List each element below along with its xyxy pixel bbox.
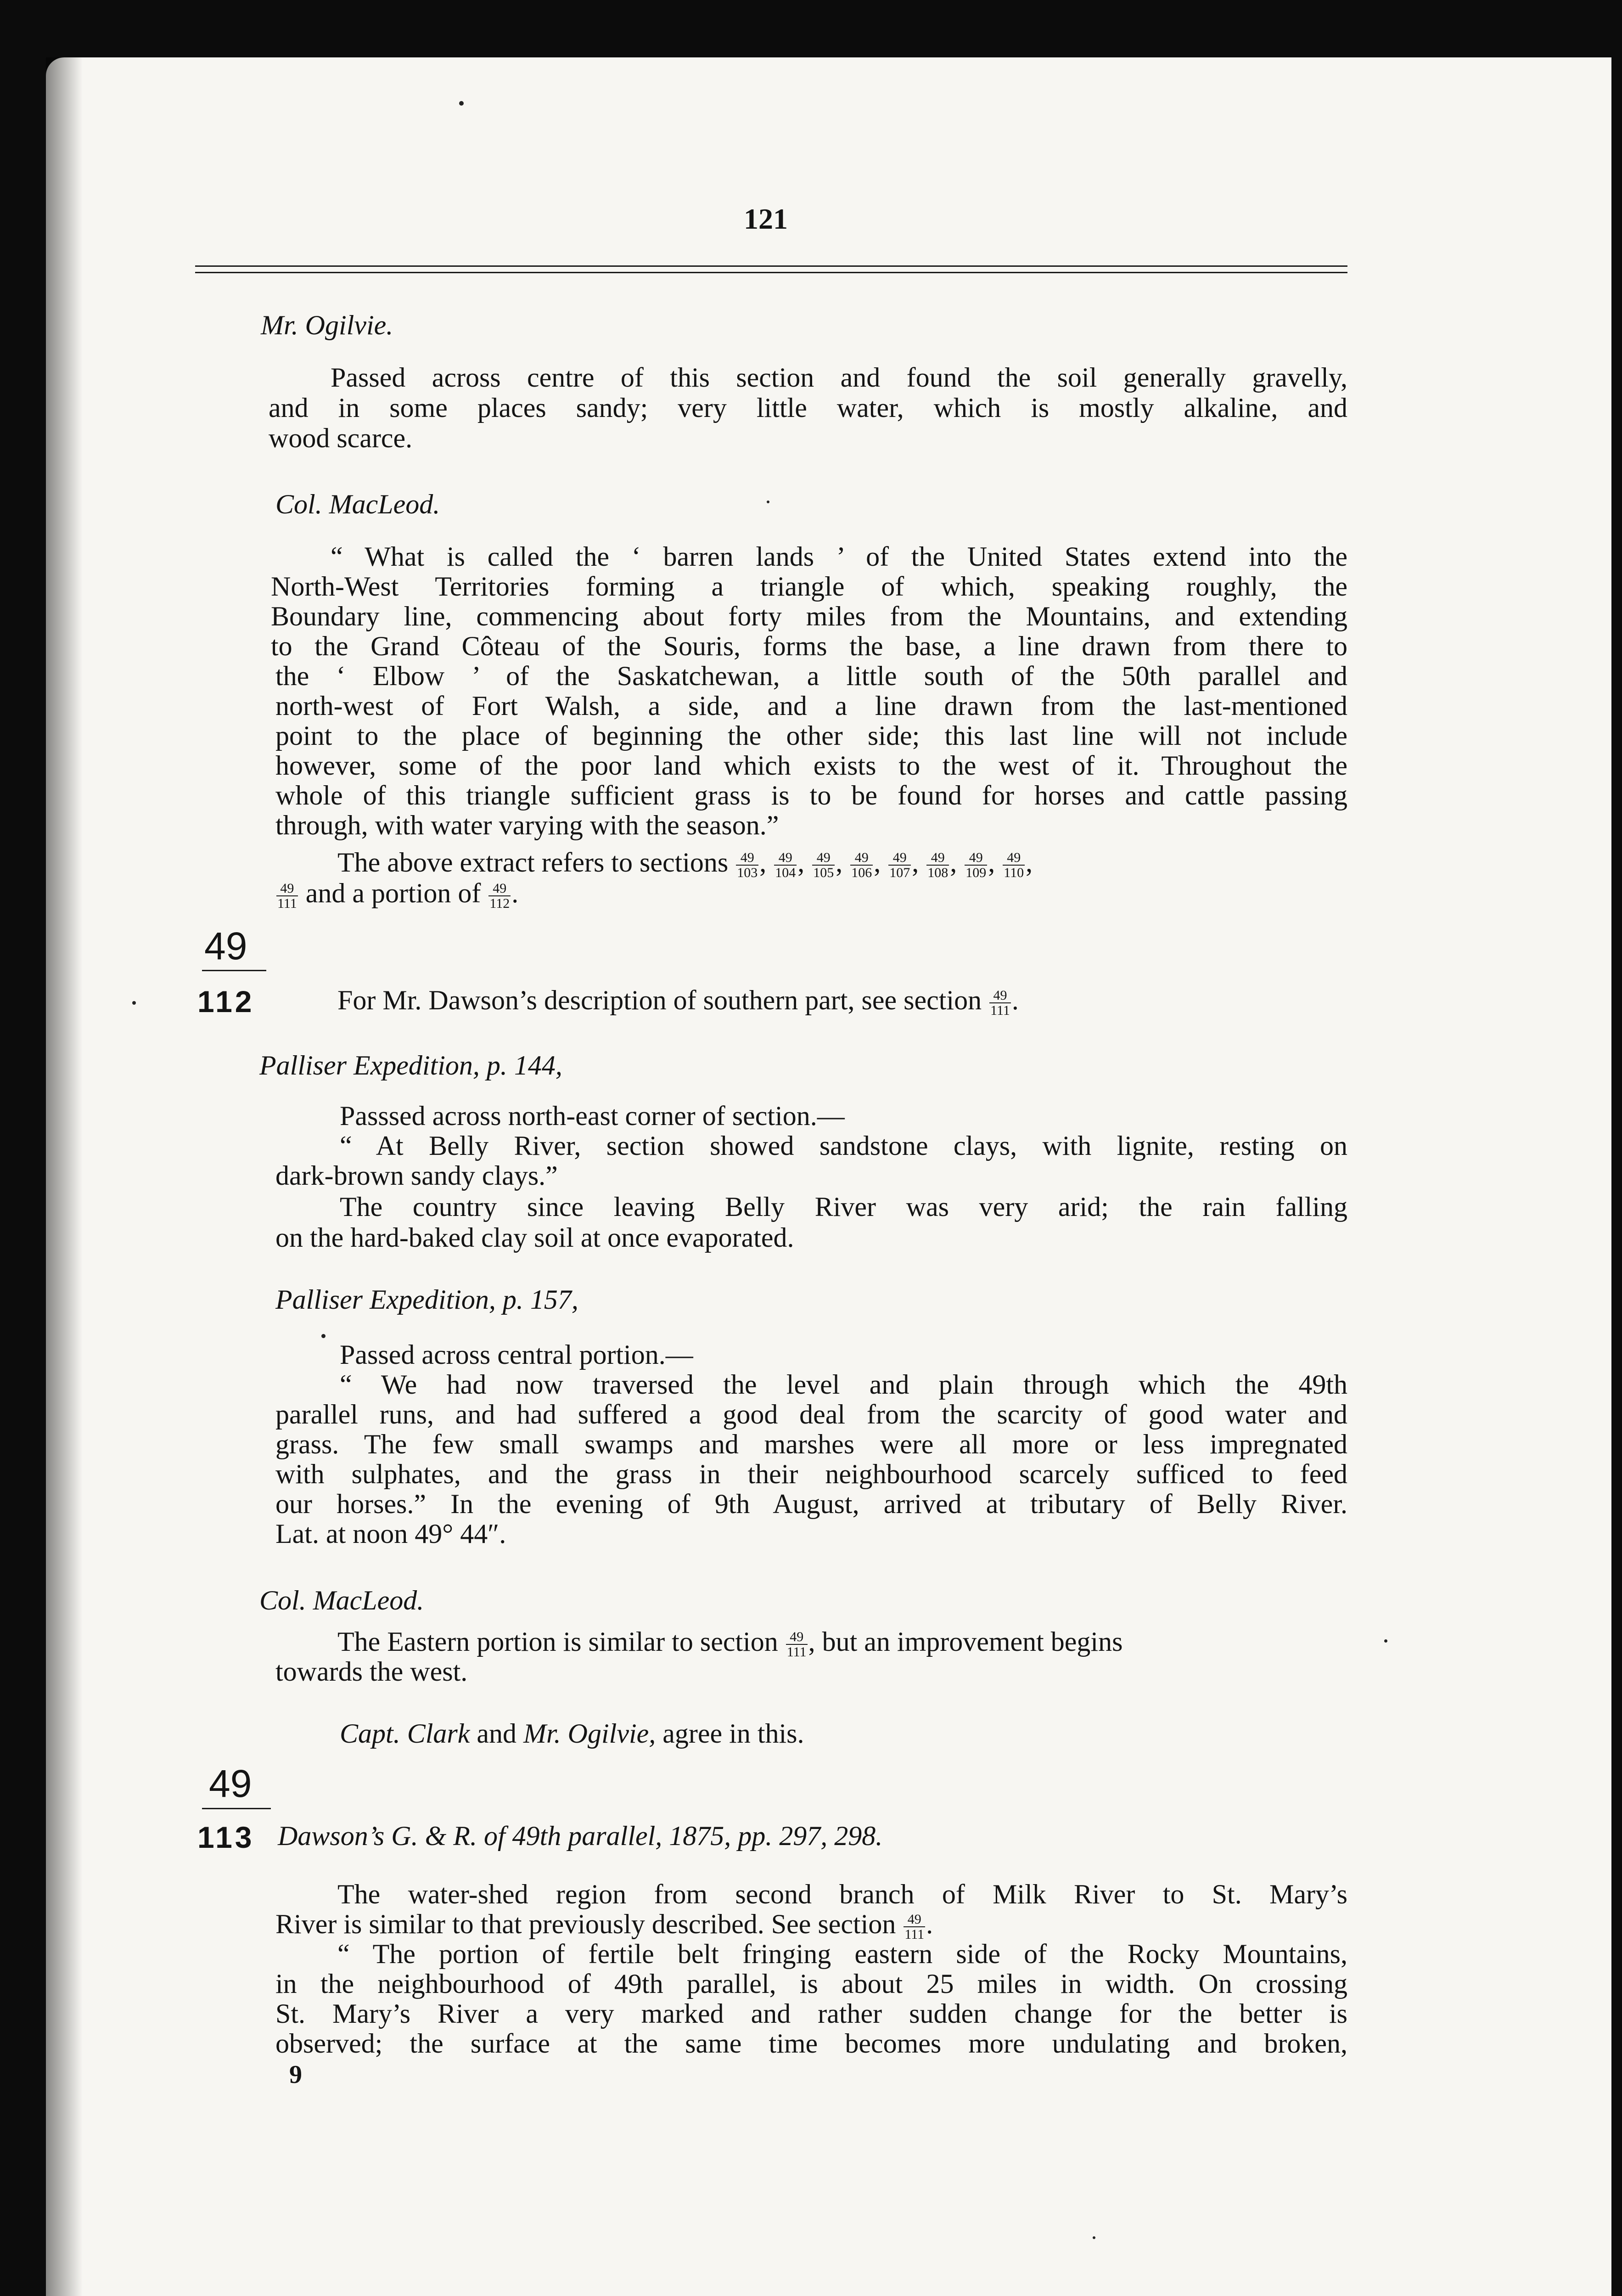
section-fraction: $\frac{49}{111}$ [990, 987, 1010, 1019]
binding-shadow [46, 57, 83, 2296]
section-fraction: $\frac{49}{105}$ [813, 850, 834, 881]
scan-speck [459, 101, 464, 106]
quote-line: whole of this triangle sufficient grass is to be found for horses and cattle passing [275, 780, 1347, 810]
heading-mr-ogilvie: Mr. Ogilvie. [261, 310, 393, 340]
quote-line: North-West Territories forming a triangle of which, speaking roughly, the [271, 571, 1347, 602]
section-fraction: $\frac{49}{104}$ [775, 850, 796, 881]
extract-line: The above extract refers to sections $\frac{49}{103}$ , $\frac{49}{104}$ , $\frac{49}{105}$ , $\frac{49}{106}$ , $\frac{49}{107}$ , $\frac{49}{108}$ , $\frac{49}{109}$ , $\frac{49}{110}$ , [337, 847, 1033, 881]
section-fraction: $\frac{49}{107}$ [889, 850, 910, 881]
section-fraction: $\frac{49}{111}$ [904, 1911, 925, 1942]
body-line: Passed across central portion.— [340, 1339, 693, 1370]
body-line: River is similar to that previously described. See section $\frac{49}{111}$ . [275, 1909, 933, 1942]
body-line: wood scarce. [269, 423, 413, 453]
section-divider [202, 970, 266, 971]
section-number-bottom: 112 [197, 985, 255, 1019]
section-fraction: $\frac{49}{103}$ [737, 850, 758, 881]
section-fraction: $\frac{49}{108}$ [927, 850, 949, 881]
extract-line: $\frac{49}{111}$ and a portion of $\frac{49}{112}$ . [277, 878, 519, 912]
quote-line: dark-brown sandy clays.” [275, 1160, 558, 1191]
heading-palliser-144: Palliser Expedition, p. 144, [259, 1050, 562, 1080]
quote-line: “ We had now traversed the level and plain through which the 49th [340, 1369, 1347, 1400]
quote-line: Boundary line, commencing about forty miles from the Mountains, and extending [271, 601, 1347, 631]
scan-speck [1093, 2236, 1095, 2239]
scan-speck [132, 1001, 136, 1005]
body-line: The Eastern portion is similar to section $\frac{49}{111}$ , but an improvement begins [337, 1626, 1123, 1660]
section-divider [202, 1808, 271, 1809]
concurrence-line: Capt. Clark and Mr. Ogilvie, agree in this. [340, 1718, 804, 1749]
heading-col-macleod-2: Col. MacLeod. [259, 1585, 424, 1615]
body-line: The country since leaving Belly River was very arid; the rain falling [340, 1192, 1347, 1222]
quote-line: point to the place of beginning the other side; this last line will not include [275, 720, 1347, 751]
quote-line: grass. The few small swamps and marshes were all more or less impregnated [275, 1429, 1347, 1459]
body-line: towards the west. [275, 1656, 468, 1687]
section-fraction: $\frac{49}{106}$ [851, 850, 872, 881]
body-line: Passsed across north-east corner of section.— [340, 1101, 845, 1131]
scan-speck [321, 1334, 326, 1338]
quote-line: through, with water varying with the season.” [275, 810, 779, 840]
quote-line: in the neighbourhood of 49th parallel, is about 25 miles in width. On crossing [275, 1969, 1347, 1999]
body-line: Passed across centre of this section and found the soil generally gravelly, [331, 362, 1347, 393]
quote-line: parallel runs, and had suffered a good deal from the scarcity of good water and [275, 1399, 1347, 1429]
heading-col-macleod: Col. MacLeod. [275, 489, 440, 519]
heading-dawson: Dawson’s G. & R. of 49th parallel, 1875, pp. 297, 298. [278, 1821, 883, 1851]
body-line: and in some places sandy; very little water, which is mostly alkaline, and [269, 393, 1347, 423]
heading-palliser-157: Palliser Expedition, p. 157, [275, 1284, 578, 1315]
scan-speck [1384, 1639, 1387, 1643]
extract-prefix: The above extract refers to sections [337, 847, 729, 878]
section-fraction: $\frac{49}{111}$ [277, 880, 297, 912]
quote-line: the ‘ Elbow ’ of the Saskatchewan, a little south of the 50th parallel and [275, 661, 1347, 691]
extract-mid: and a portion of [305, 878, 481, 908]
quote-line: “ What is called the ‘ barren lands ’ of the United States extend into the [331, 541, 1347, 572]
body-line: For Mr. Dawson’s description of southern part, see section $\frac{49}{111}$ . [337, 985, 1019, 1019]
section-fraction: $\frac{49}{110}$ [1004, 850, 1024, 881]
quote-line: “ The portion of fertile belt fringing eastern side of the Rocky Mountains, [337, 1939, 1347, 1969]
quote-line: observed; the surface at the same time becomes more undulating and broken, [275, 2028, 1347, 2059]
quote-line: “ At Belly River, section showed sandstone clays, with lignite, resting on [340, 1131, 1347, 1161]
page-number: 121 [744, 203, 788, 235]
section-number-top: 49 [209, 1762, 252, 1805]
scan-border-left [0, 0, 46, 2296]
body-line: on the hard-baked clay soil at once evaporated. [275, 1222, 794, 1253]
section-number-bottom: 113 [197, 1820, 255, 1854]
quote-line: our horses.” In the evening of 9th August, arrived at tributary of Belly River. [275, 1489, 1347, 1519]
header-rule-top [195, 265, 1347, 267]
header-rule-bottom [195, 272, 1347, 273]
quote-line: north-west of Fort Walsh, a side, and a line drawn from the last-mentioned [275, 691, 1347, 721]
quote-line: St. Mary’s River a very marked and rather sudden change for the better is [275, 1998, 1347, 2029]
scan-speck [767, 501, 769, 503]
quote-line: with sulphates, and the grass in their neighbourhood scarcely sufficed to feed [275, 1459, 1347, 1489]
scan-border-right [1611, 0, 1622, 2296]
section-number-top: 49 [204, 924, 247, 968]
quote-line: to the Grand Côteau of the Souris, forms the base, a line drawn from there to [271, 631, 1347, 661]
section-fraction: $\frac{49}{111}$ [786, 1629, 807, 1660]
body-line: The water-shed region from second branch of Milk River to St. Mary’s [337, 1879, 1347, 1909]
section-fraction: $\frac{49}{109}$ [965, 850, 987, 881]
quote-line: Lat. at noon 49° 44″. [275, 1519, 506, 1549]
section-fraction: $\frac{49}{112}$ [489, 880, 510, 912]
scan-border-top [0, 0, 1622, 60]
signature-mark: 9 [289, 2060, 302, 2089]
quote-line: however, some of the poor land which exists to the west of it. Throughout the [275, 750, 1347, 781]
